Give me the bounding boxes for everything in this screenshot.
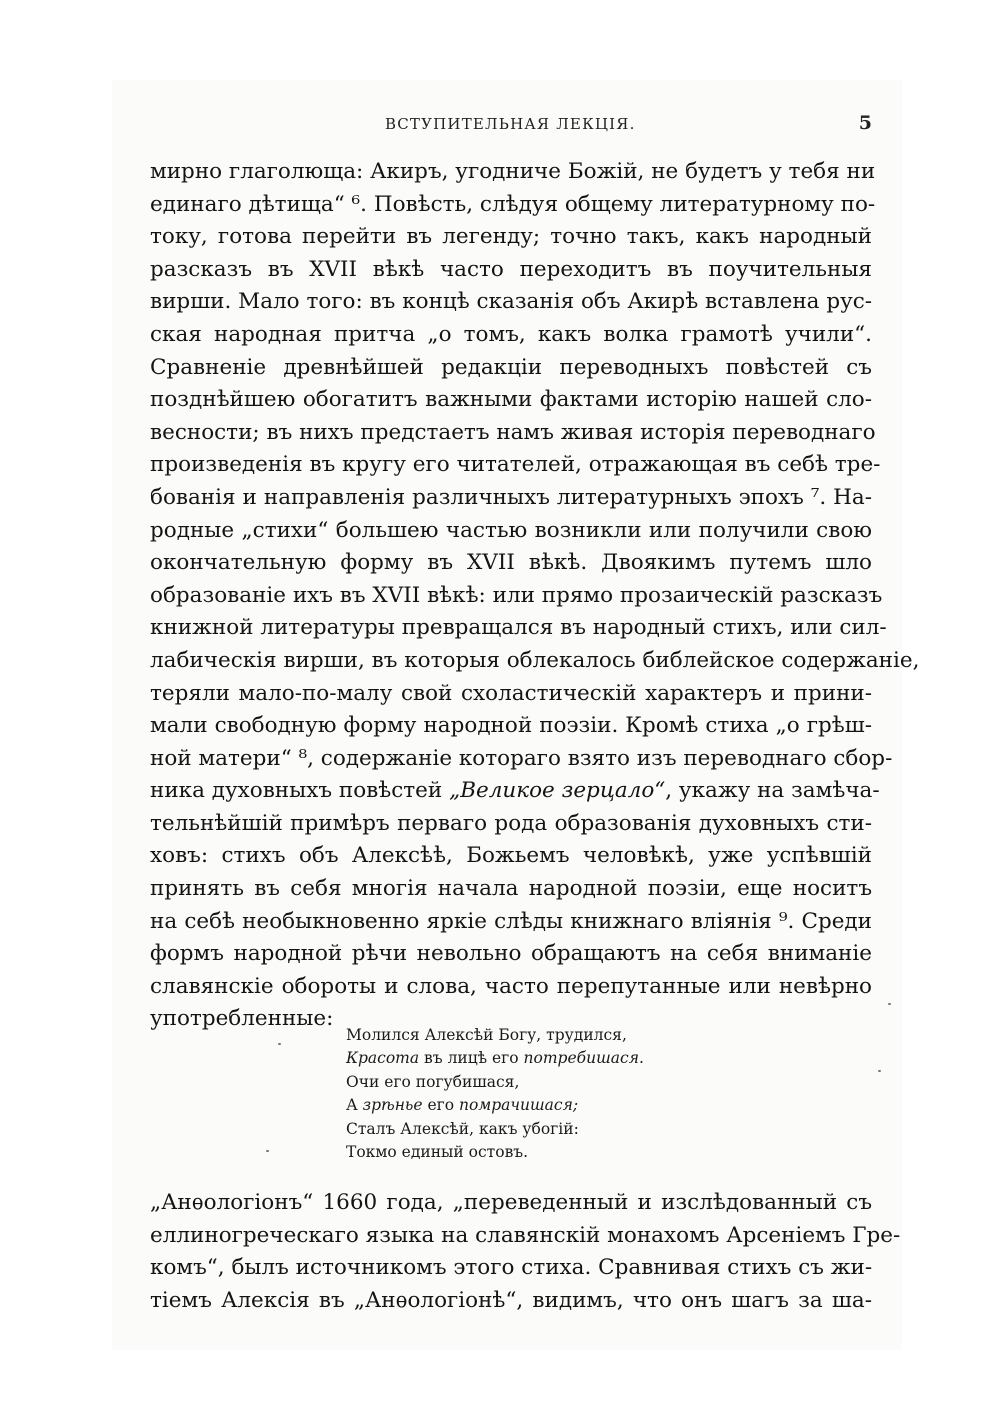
text-line: ская народная притча „о томъ, какъ волка грамотѣ учили“. <box>150 321 872 347</box>
paragraph-continued <box>150 1187 901 1317</box>
paragraph-main <box>150 156 920 1036</box>
verse-line: Сталъ Алексѣй, какъ убогій: <box>346 1119 579 1138</box>
verse-italic: потребишася. <box>523 1049 644 1068</box>
verse-fragment: въ лицѣ его <box>419 1049 524 1068</box>
scan-speck <box>278 1043 281 1045</box>
text-line: бованія и направленія различныхъ литературныхъ эпохъ ⁷. На- <box>150 484 872 510</box>
scan-speck <box>888 1003 891 1005</box>
running-title: ВСТУПИТЕЛЬНАЯ ЛЕКЦІЯ. <box>385 115 636 133</box>
text-line: позднѣйшею обогатитъ важными фактами исторію нашей сло- <box>150 387 872 413</box>
text-line: комъ“, былъ источникомъ этого стиха. Сравнивая стихъ съ жи- <box>150 1255 873 1281</box>
text-line: окончательную форму въ XVII вѣкѣ. Двоякимъ путемъ шло <box>150 550 872 576</box>
text-line: формъ народной рѣчи невольно обращаютъ на себя вниманіе <box>150 941 872 967</box>
text-line: принять въ себя многія начала народной поэзіи, еще носитъ <box>150 876 872 902</box>
text-line: родные „стихи“ большею частью возникли или получили свою <box>150 517 872 543</box>
verse-fragment: его <box>422 1096 460 1115</box>
verse-line <box>346 1047 746 1070</box>
text-line: еллиногреческагo языка на славянскій монахомъ Арсеніемъ Гре- <box>150 1222 901 1248</box>
text-line: тельнѣйшій примѣръ перваго рода образованія духовныхъ сти- <box>150 810 872 836</box>
text-line: употребленные: <box>150 1006 334 1032</box>
text-line: вирши. Мало того: въ концѣ сказанія объ Акирѣ вставлена рус- <box>150 289 873 315</box>
text-line: „Анѳологіонъ“ 1660 года, „переведенный и изслѣдованный съ <box>150 1190 872 1215</box>
verse-line: Очи его погубишася, <box>346 1072 520 1091</box>
text-line: теряли мало-по-малу свой схоластическій характеръ и прини- <box>150 680 872 706</box>
text-line: весности; въ нихъ предстаетъ намъ живая исторія переводнаго <box>150 419 876 445</box>
verse-italic: помрачишася; <box>459 1096 579 1115</box>
text-fragment: , укажу на замѣча- <box>665 778 880 804</box>
scan-speck <box>266 1150 269 1152</box>
verse-italic: зрѣнье <box>362 1096 423 1115</box>
text-line: Сравненіе древнѣйшей редакціи переводныхъ повѣстей съ <box>150 354 872 380</box>
scan-speck <box>878 1070 881 1072</box>
text-line: на себѣ необыкновенно яркіе слѣды книжнаго вліянія ⁹. Среди <box>150 908 872 934</box>
verse-line: Молился Алексѣй Богу, трудился, <box>346 1026 627 1044</box>
text-line: славянскіе обороты и слова, часто перепутанные или невѣрно <box>150 973 872 999</box>
text-line: ховъ: стихъ объ Алексѣѣ, Божьемъ человѣкѣ, уже успѣвшій <box>150 843 872 869</box>
text-line: мирно глаголюща: Акиръ, угодниче Божій, не будетъ у тебя ни <box>150 159 876 184</box>
page-number: 5 <box>858 112 872 134</box>
verse-line: Токмо единый остовъ. <box>346 1142 529 1161</box>
text-line: единаго дѣтища“ ⁶. Повѣсть, слѣдуя общему литературному по- <box>150 191 876 217</box>
text-line: тіемъ Алексія въ „Анѳологіонѣ“, видимъ, что онъ шагъ за ша- <box>150 1287 872 1313</box>
text-line: произведенія въ кругу его читателей, отражающая въ себѣ тре- <box>150 452 881 478</box>
verse-quote <box>346 1024 746 1164</box>
text-line: току, готова перейти въ легенду; точно такъ, какъ народный <box>150 224 872 250</box>
text-fragment: ника духовныхъ повѣстей <box>150 778 450 804</box>
page-header <box>150 112 872 142</box>
text-line: ной матери“ ⁸, содержаніе котораго взято изъ переводнаго сбор- <box>150 745 893 771</box>
text-line: разсказъ въ XVII вѣкѣ часто переходитъ въ поучительныя <box>150 256 872 282</box>
text-line-with-title <box>150 775 880 808</box>
verse-fragment: А <box>346 1096 363 1115</box>
text-line: книжной литературы превращался въ народный стихъ, или сил- <box>150 615 887 641</box>
text-line: образованіе ихъ въ XVII вѣкѣ: или прямо прозаическій разсказъ <box>150 582 883 608</box>
text-line: лабическія вирши, въ которыя облекалось библейское содержаніе, <box>150 647 920 673</box>
verse-line <box>346 1094 746 1117</box>
text-line: мали свободную форму народной поэзіи. Кромѣ стиха „о грѣш- <box>150 713 872 739</box>
book-title-italic: „Великое зерцало“ <box>449 778 666 804</box>
verse-italic: Красота <box>346 1049 420 1068</box>
